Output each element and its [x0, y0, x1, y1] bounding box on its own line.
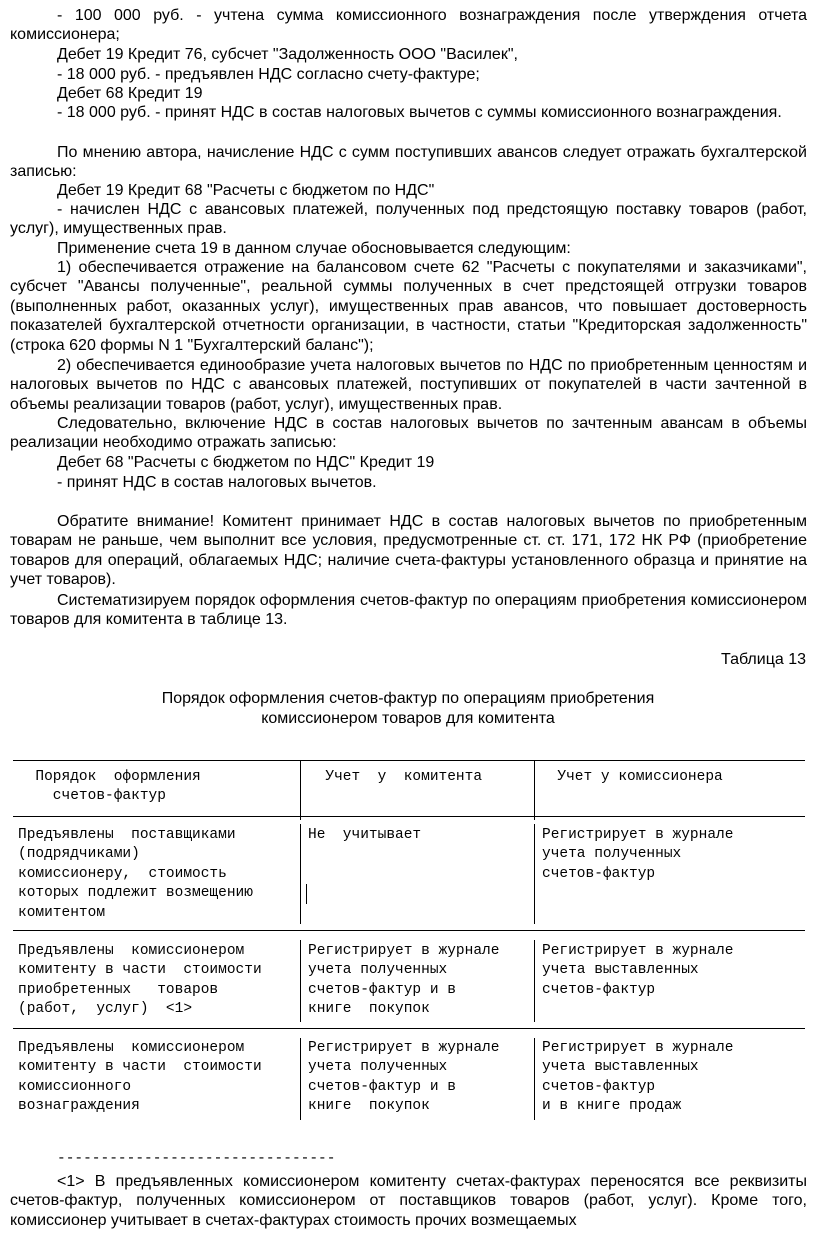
table-label: Таблица 13	[721, 651, 806, 668]
cell-line: счетов-фактур и в	[308, 981, 456, 998]
column-divider	[534, 824, 535, 924]
line-vat-presented: - 18 000 руб. - предъявлен НДС согласно счету-фактуре;	[57, 66, 480, 83]
header-principal-accounting	[308, 768, 482, 787]
cell-line: комитенту в части стоимости	[18, 1059, 262, 1076]
header-agent-accounting	[540, 768, 723, 787]
cell-line: комитенту в части стоимости	[18, 962, 262, 979]
header-procedure	[18, 768, 201, 807]
cell-line: учета выставленных	[542, 1059, 699, 1076]
cell-line: счетов-фактур и в	[308, 1078, 456, 1095]
cell-line: и в книге продаж	[542, 1098, 682, 1115]
cell-line: которых подлежит возмещению	[18, 885, 253, 902]
paragraph-author-opinion: По мнению автора, начисление НДС с сумм поступивших авансов следует отражать бухгалтерской записью:	[10, 144, 807, 181]
cell-line: Регистрирует в журнале	[542, 827, 734, 843]
paragraph-point-1: 1) обеспечивается отражение на балансовом счете 62 "Расчеты с покупателями и заказчиками", субсчет "Авансы полученные", реальной суммы полученных в счет предстоящей отгрузки товаров (выполненных работ, оказанных услуг), имущественных прав авансов, что повышает достоверность показателей бухгалтерской отчетности организации, в частности, статьи "Кредиторская задолженность" (строка 620 формы N 1 "Бухгалтерский баланс");	[10, 259, 807, 354]
table-title-line-1: Порядок оформления счетов-фактур по операциям приобретения	[161, 690, 655, 707]
cell-line: счетов-фактур	[18, 788, 166, 805]
cell-line: Регистрирует в журнале	[542, 943, 734, 959]
table-row2-rule	[13, 1028, 805, 1029]
cell-line: Предъявлены комиссионером	[18, 1040, 245, 1056]
cell-line: Предъявлены поставщиками	[18, 827, 236, 843]
row1-procedure	[18, 826, 253, 923]
cell-line: книге покупок	[308, 1001, 430, 1018]
footnote-separator: --------------------------------	[57, 1151, 336, 1167]
cell-line: книге покупок	[308, 1098, 430, 1115]
table-top-rule	[13, 760, 805, 761]
row3-agent	[542, 1039, 733, 1117]
row2-procedure	[18, 942, 262, 1020]
cell-line: Предъявлены комиссионером	[18, 943, 245, 959]
cell-line: Регистрирует в журнале	[308, 943, 500, 959]
row2-agent	[542, 942, 733, 1000]
column-divider	[534, 760, 535, 820]
cell-line: Регистрирует в журнале	[308, 1040, 500, 1056]
cell-line: (подрядчиками)	[18, 846, 140, 863]
column-divider	[300, 760, 301, 820]
cell-line: приобретенных товаров	[18, 981, 219, 998]
column-divider	[300, 940, 301, 1022]
cell-line: Не учитывает	[308, 827, 422, 843]
cell-line: учета выставленных	[542, 962, 699, 979]
cell-line: учета полученных	[542, 846, 682, 863]
column-divider	[306, 884, 307, 904]
cell-line: учета полученных	[308, 1059, 448, 1076]
entry-debit68-credit19: Дебет 68 Кредит 19	[57, 85, 203, 102]
row1-agent	[542, 826, 733, 884]
column-divider	[300, 824, 301, 924]
paragraph-point-2: 2) обеспечивается единообразие учета налоговых вычетов по НДС по приобретенным ценностям и налоговых вычетов по НДС с авансовых платежей, поступивших от покупателей в части зачтенной в объемы реализации товаров (работ, услуг), имущественных прав.	[10, 357, 807, 413]
cell-line: учета полученных	[308, 962, 448, 979]
column-divider	[300, 1038, 301, 1120]
paragraph-systematize: Систематизируем порядок оформления счетов-фактур по операциям приобретения комиссионером товаров для комитента в таблице 13.	[10, 592, 807, 629]
row3-principal	[308, 1039, 499, 1117]
cell-line: вознаграждения	[18, 1098, 140, 1115]
line-vat-deduction-accepted: - принят НДС в состав налоговых вычетов.	[57, 474, 377, 491]
entry-debit19-credit68: Дебет 19 Кредит 68 "Расчеты с бюджетом по НДС"	[57, 182, 435, 199]
table-header-rule	[13, 816, 805, 817]
cell-line: Учет у комитента	[308, 769, 483, 785]
footnote-1: <1> В предъявленных комиссионером комитенту счетах-фактурах переносятся все реквизиты счетов-фактур, полученных комиссионером от поставщиков товаров (работ, услуг). Кроме того, комиссионер учитывает в счетах-фактурах стоимость прочих возмещаемых	[10, 1173, 807, 1229]
paragraph-attention: Обратите внимание! Комитент принимает НДС в состав налоговых вычетов по приобретенным товарам не раньше, чем выполнит все условия, предусмотренные ст. ст. 171, 172 НК РФ (приобретение товаров для операций, облагаемых НДС; наличие счета-фактуры установленного образца и принятие на учет товаров).	[10, 513, 807, 589]
line-account19-rationale: Применение счета 19 в данном случае обосновывается следующим:	[57, 240, 571, 257]
cell-line: комиссионеру, стоимость	[18, 865, 227, 882]
cell-line: Регистрирует в журнале	[542, 1040, 734, 1056]
row1-principal	[308, 826, 421, 845]
entry-debit68-credit19-final: Дебет 68 "Расчеты с бюджетом по НДС" Кредит 19	[57, 454, 435, 471]
entry-debit19-credit76: Дебет 19 Кредит 76, субсчет "Задолженность ООО "Василек",	[57, 46, 518, 63]
cell-line: Порядок оформления	[18, 769, 201, 785]
cell-line: комитентом	[18, 904, 106, 921]
cell-line: счетов-фактур	[542, 981, 656, 998]
cell-line: Учет у комиссионера	[540, 769, 723, 785]
column-divider	[534, 940, 535, 1022]
paragraph-vat-accepted: - 18 000 руб. - принят НДС в состав налоговых вычетов с суммы комиссионного вознаграждения.	[57, 104, 782, 121]
paragraph-consequently: Следовательно, включение НДС в состав налоговых вычетов по зачтенным авансам в объемы реализации необходимо отражать записью:	[10, 415, 807, 452]
cell-line: счетов-фактур	[542, 1078, 656, 1095]
table-title-line-2: комиссионером товаров для комитента	[261, 710, 555, 727]
cell-line: (работ, услуг) <1>	[18, 1001, 193, 1018]
row2-principal	[308, 942, 499, 1020]
row3-procedure	[18, 1039, 262, 1117]
cell-line: счетов-фактур	[542, 865, 656, 882]
paragraph-vat-advance: - начислен НДС с авансовых платежей, полученных под предстоящую поставку товаров (работ, услуг), имущественных прав.	[10, 201, 807, 238]
cell-line: комиссионного	[18, 1078, 132, 1095]
paragraph-commission-fee: - 100 000 руб. - учтена сумма комиссионного вознаграждения после утверждения отчета комиссионера;	[10, 7, 807, 44]
table-row1-rule	[13, 930, 805, 931]
column-divider	[534, 1038, 535, 1120]
